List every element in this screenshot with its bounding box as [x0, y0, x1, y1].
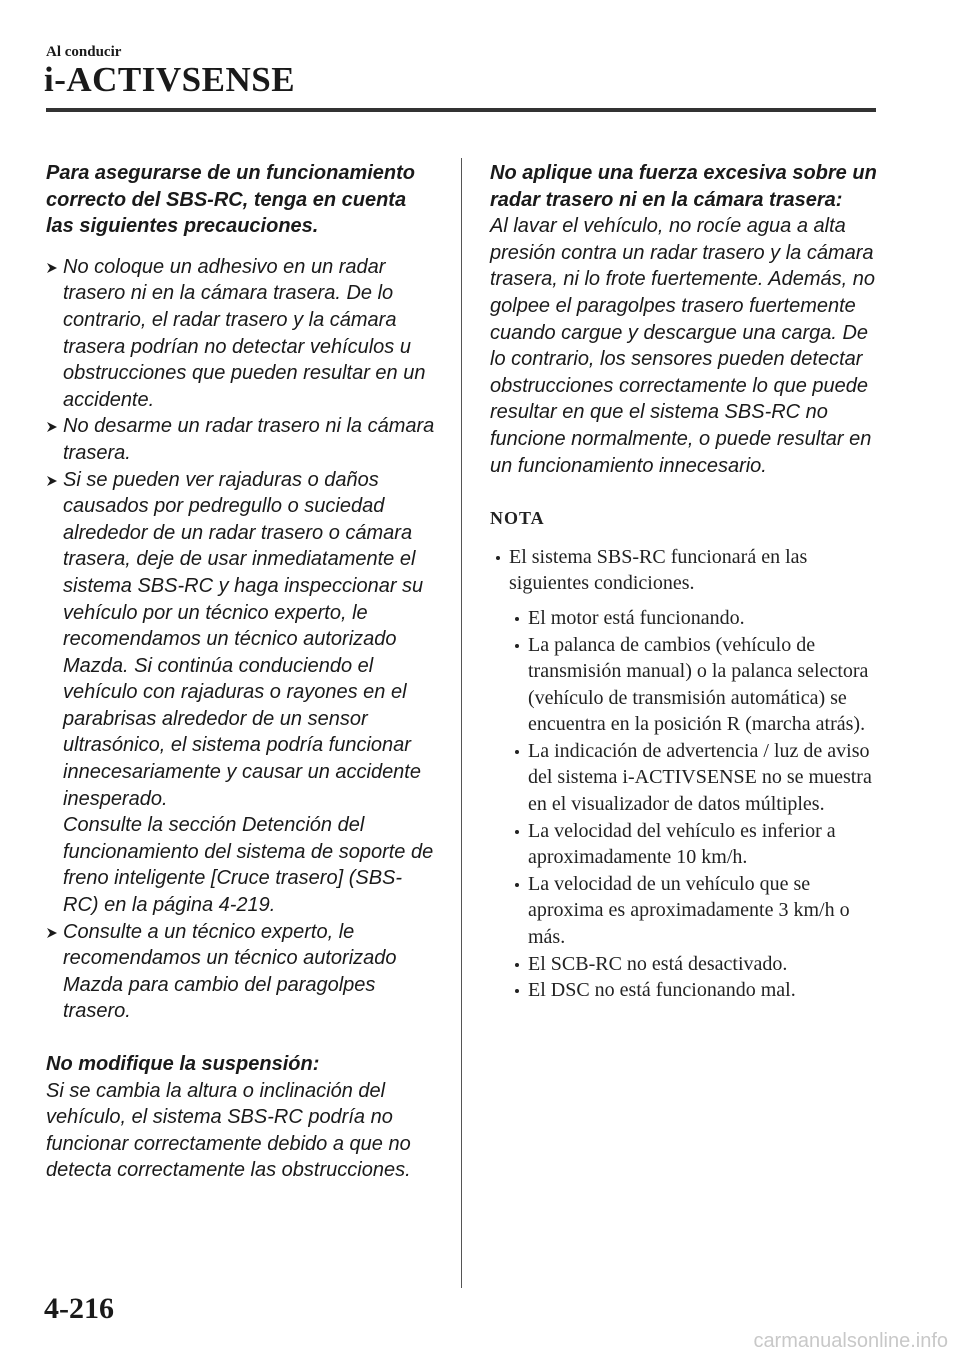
right-column [490, 160, 880, 1004]
list-item-text: Si se pueden ver rajaduras o daños causados por pedregullo o suciedad alrededor de un radar trasero o cámara trasera, deje de usar inmediatamente el sistema SBS-RC y haga inspeccionar su vehículo por un técnico experto, le recomendamos un técnico autorizado Mazda. Si continúa conduciendo el vehículo con rajaduras o rayones en el parabrisas alrededor de un sensor ultrasónico, el sistema podría funcionar innecesariamente y causar un accidente inesperado. [63, 468, 424, 810]
header-section-label: Al conducir [46, 44, 122, 60]
nota-intro: El sistema SBS-RC funcionará en las siguientes condiciones. [509, 545, 808, 595]
arrowhead-right-icon [46, 262, 58, 274]
bullet-dot-icon [515, 963, 519, 967]
header-rule [46, 108, 876, 112]
bullet-dot-icon [515, 989, 519, 993]
precautions-list [46, 254, 436, 1025]
page-number: 4-216 [44, 1292, 114, 1325]
bullet-dot-icon [515, 830, 519, 834]
conditions-list [509, 605, 880, 1004]
condition-text: La palanca de cambios (vehículo de transmisión manual) o la palanca selectora (vehículo de transmisión automática) se encuentra en la posición R (marcha atrás). [528, 633, 869, 736]
arrowhead-right-icon [46, 927, 58, 939]
bullet-dot-icon [496, 556, 500, 560]
list-item [509, 818, 880, 871]
list-item [46, 467, 436, 919]
suspension-body: Si se cambia la altura o inclinación del vehículo, el sistema SBS-RC podría no funcionar correctamente debido a que no detecta correctamente las obstrucciones. [46, 1079, 411, 1182]
bullet-dot-icon [515, 750, 519, 754]
list-item [509, 951, 880, 978]
arrowhead-right-icon [46, 421, 58, 433]
condition-text: La velocidad de un vehículo que se aproxima es aproximadamente 3 km/h o más. [528, 872, 850, 949]
list-item [509, 738, 880, 818]
spacer [46, 1025, 436, 1051]
precautions-heading: Para asegurarse de un funcionamiento correcto del SBS-RC, tenga en cuenta las siguientes precauciones. [46, 162, 415, 238]
condition-text: La indicación de advertencia / luz de aviso del sistema i-ACTIVSENSE no se muestra en el visualizador de datos múltiples. [528, 739, 872, 816]
bullet-dot-icon [515, 883, 519, 887]
force-heading: No aplique una fuerza excesiva sobre un radar trasero ni en la cámara trasera: [490, 162, 877, 211]
condition-text: El motor está funcionando. [528, 606, 745, 629]
condition-text: La velocidad del vehículo es inferior a aproximadamente 10 km/h. [528, 819, 836, 869]
condition-text: El DSC no está funcionando mal. [528, 979, 796, 1002]
bullet-dot-icon [515, 617, 519, 621]
list-item [46, 413, 436, 466]
left-column [46, 160, 436, 1184]
column-divider [461, 158, 462, 1288]
list-item [509, 632, 880, 738]
condition-text: El SCB-RC no está desactivado. [528, 952, 788, 975]
list-item [509, 871, 880, 951]
force-body: Al lavar el vehículo, no rocíe agua a alta presión contra un radar trasero y la cámara trasera, ni lo frote fuertemente. Además, no golpee el paragolpes trasero fuertemente cuando cargue y descargue una carga. De lo contrario, los sensores pueden detectar obstrucciones correctamente lo que puede resultar en que el sistema SBS-RC no funcione normalmente, o puede resultar en un funcionamiento innecesario. [490, 215, 876, 477]
list-item-text: No coloque un adhesivo en un radar trasero ni en la cámara trasera. De lo contrario, el radar trasero y la cámara trasera podrían no detectar vehículos u obstrucciones que pueden resultar en un accidente. [63, 255, 426, 411]
watermark-text: carmanualsonline.info [753, 1330, 948, 1352]
list-item [490, 544, 880, 1004]
list-item-text: Consulte a un técnico experto, le recomendamos un técnico autorizado Mazda para cambio del paragolpes trasero. [63, 920, 397, 1023]
list-item-text: No desarme un radar trasero ni la cámara trasera. [63, 415, 435, 464]
nota-title: NOTA [490, 508, 545, 529]
bullet-dot-icon [515, 644, 519, 648]
nota-list [490, 544, 880, 1004]
cross-reference-note: Consulte la sección Detención del funcionamiento del sistema de soporte de freno inteligente [Cruce trasero] (SBS-RC) en la página 4-219. [63, 814, 434, 917]
list-item [46, 919, 436, 1025]
list-item [46, 254, 436, 414]
header-title: i-ACTIVSENSE [44, 60, 296, 99]
nota-box [490, 505, 880, 1004]
arrowhead-right-icon [46, 475, 58, 487]
list-item [509, 977, 880, 1004]
suspension-heading: No modifique la suspensión: [46, 1053, 320, 1075]
list-item [509, 605, 880, 632]
